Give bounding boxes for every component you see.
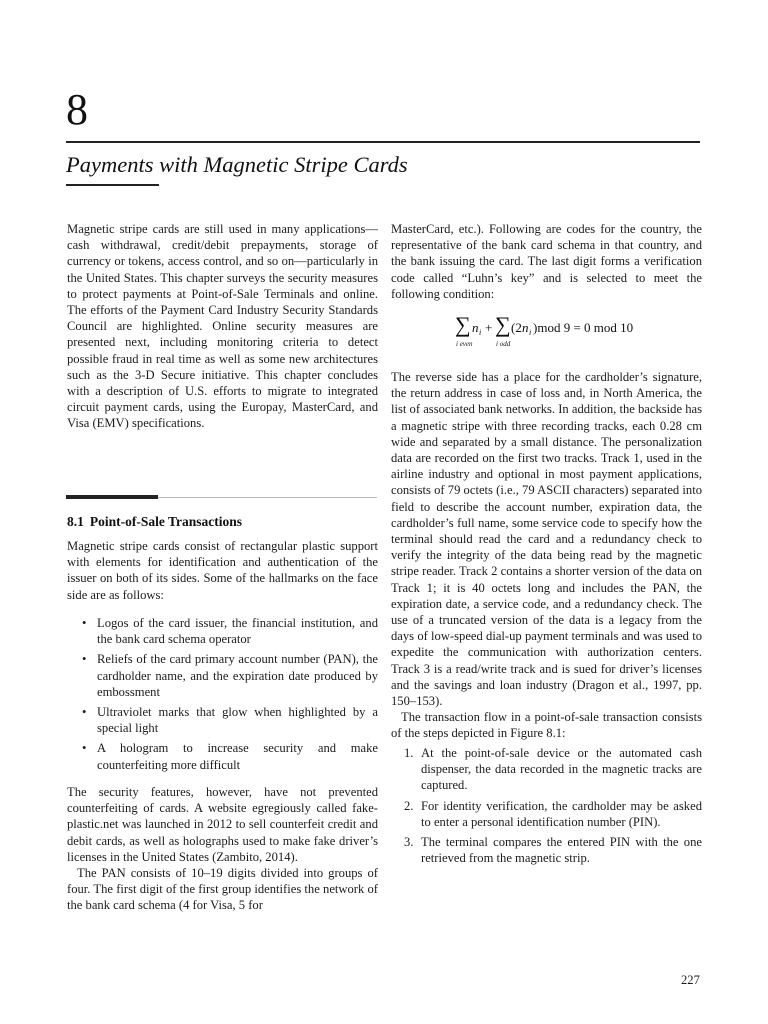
formula-var-n2: n [522,320,529,335]
sum-symbol-icon: ∑ [495,312,511,337]
reverse-side-paragraph: The reverse side has a place for the cardholder’s signature, the return address in case of loss and, in North America, the list of associated bank networks. In addition, the backside has a magnetic stripe with three recording tracks, each 0.28 cm wide and separated by a small distance. The personalization data are recorded on the first two tracks. Track 1, used in the airline industry and optional in most payment applications, consists of 79 octets (i.e., 79 ASCII characters) separated into field to describe the account number, expiration data, the cardholder’s full name, some service code to specify how the terminal should read the card and a redundancy check to verify the integrity of the data being read by the magnetic stripe reader. Track 2 contains a shorter version of the data on Track 1; it is 40 octets long and includes the PAN, the expiration date, a service code, and a redundancy check. The use of a truncated version of the data is a legacy from the days of low-speed dial-up payment terminals and was used to expedite the communication with authorization centers. Track 3 is a read/write track and is sued for driver’s licenses and the savings and loan industry (Dragon et al., 1997, pp. 150–153). [391,370,702,709]
right-column-body [391,369,702,742]
list-item: 1. At the point-of-sale device or the automated cash dispenser, the data recorded in the magnetic tracks are captured. [404,746,702,793]
page-number: 227 [681,973,700,987]
chapter-title: Payments with Magnetic Stripe Cards [66,152,408,177]
transaction-flow-paragraph: The transaction flow in a point-of-sale transaction consists of the steps depicted in Figure 8.1: [391,710,702,741]
title-underline [66,184,159,186]
step-number: 3. [404,835,414,850]
luhn-formula [455,312,655,352]
formula-coef-open: (2 [511,320,522,335]
sum-symbol-icon: ∑ [455,312,471,337]
section-rule-accent [66,495,158,499]
left-column-body [67,784,378,914]
continuation-paragraph: MasterCard, etc.). Following are codes for the country, the representative of the bank card schema in that country, and the bank issuing the card. The last digit forms a verification code called “Luhn’s key” and is selected to meet the following condition: [391,222,702,301]
chapter-number: 8 [66,85,88,134]
bullet-icon: • [82,741,87,756]
list-item: • A hologram to increase security and make counterfeiting more difficult [82,741,378,772]
bullet-icon: • [82,705,87,720]
pan-paragraph: The PAN consists of 10–19 digits divided into groups of four. The first digit of the first group identifies the network of the bank card schema (4 for Visa, 5 for [67,866,378,913]
formula-sub-i: i [479,328,482,337]
transaction-steps-list [404,745,702,870]
security-paragraph: The security features, however, have not prevented counterfeiting of cards. A website egregiously called fake-plastic.net was launched in 2012 to sell counterfeit credit and debit cards, as well as holographs used to make fake driver’s licenses in the United States (Zambito, 2014). [67,785,378,864]
bullet-icon: • [82,616,87,630]
step-number: 2. [404,798,414,813]
intro-paragraph: Magnetic stripe cards consist of rectangular plastic support with elements for identification and authentication of the issuer on both of its sides. Some of the hallmarks on the face side are as follows: [67,539,378,602]
right-column-top [391,221,702,302]
formula-sub-i2: i [529,328,532,337]
list-item: 3. The terminal compares the entered PIN with the one retrieved from the magnetic strip. [404,835,702,866]
hallmarks-list [82,615,378,777]
abstract-paragraph: Magnetic stripe cards are still used in many applications—cash withdrawal, credit/debit prepayments, storage of currency or tokens, access control, and so on—particularly in the United States. This chapter surveys the security measures to protect payments at Point-of-Sale Terminals and online. The efforts of the Payment Card Industry Security Standards Council are highlighted. Online security measures are presented next, including monitoring criteria to detect possible fraud in real time as well as some new architectures such as the 3-D Secure initiative. This chapter concludes with a description of U.S. efforts to migrate to integrated circuit payment cards, using the Europay, MasterCard, and Visa (EMV) specifications. [67,222,378,431]
formula-index-even: i even [456,340,473,348]
list-item: • Ultraviolet marks that glow when highlighted by a special light [82,705,378,736]
list-item: • Logos of the card issuer, the financial institution, and the bank card schema operator [82,616,378,647]
formula-rest: )mod 9 = 0 mod 10 [533,320,634,335]
section-intro [67,538,378,603]
formula-plus: + [485,320,493,335]
formula-index-odd: i odd [496,340,511,348]
section-number: 8.1 [67,514,84,529]
step-number: 1. [404,746,414,760]
list-item: 2. For identity verification, the cardholder may be asked to enter a personal identification number (PIN). [404,798,702,829]
list-item: • Reliefs of the card primary account number (PAN), the cardholder name, and the expiration date produced by embossment [82,652,378,699]
section-title: Point-of-Sale Transactions [89,514,243,529]
bullet-icon: • [82,652,87,667]
formula-var-n: n [472,320,479,335]
chapter-rule [66,141,700,143]
section-heading [67,513,242,531]
chapter-abstract [67,221,378,432]
